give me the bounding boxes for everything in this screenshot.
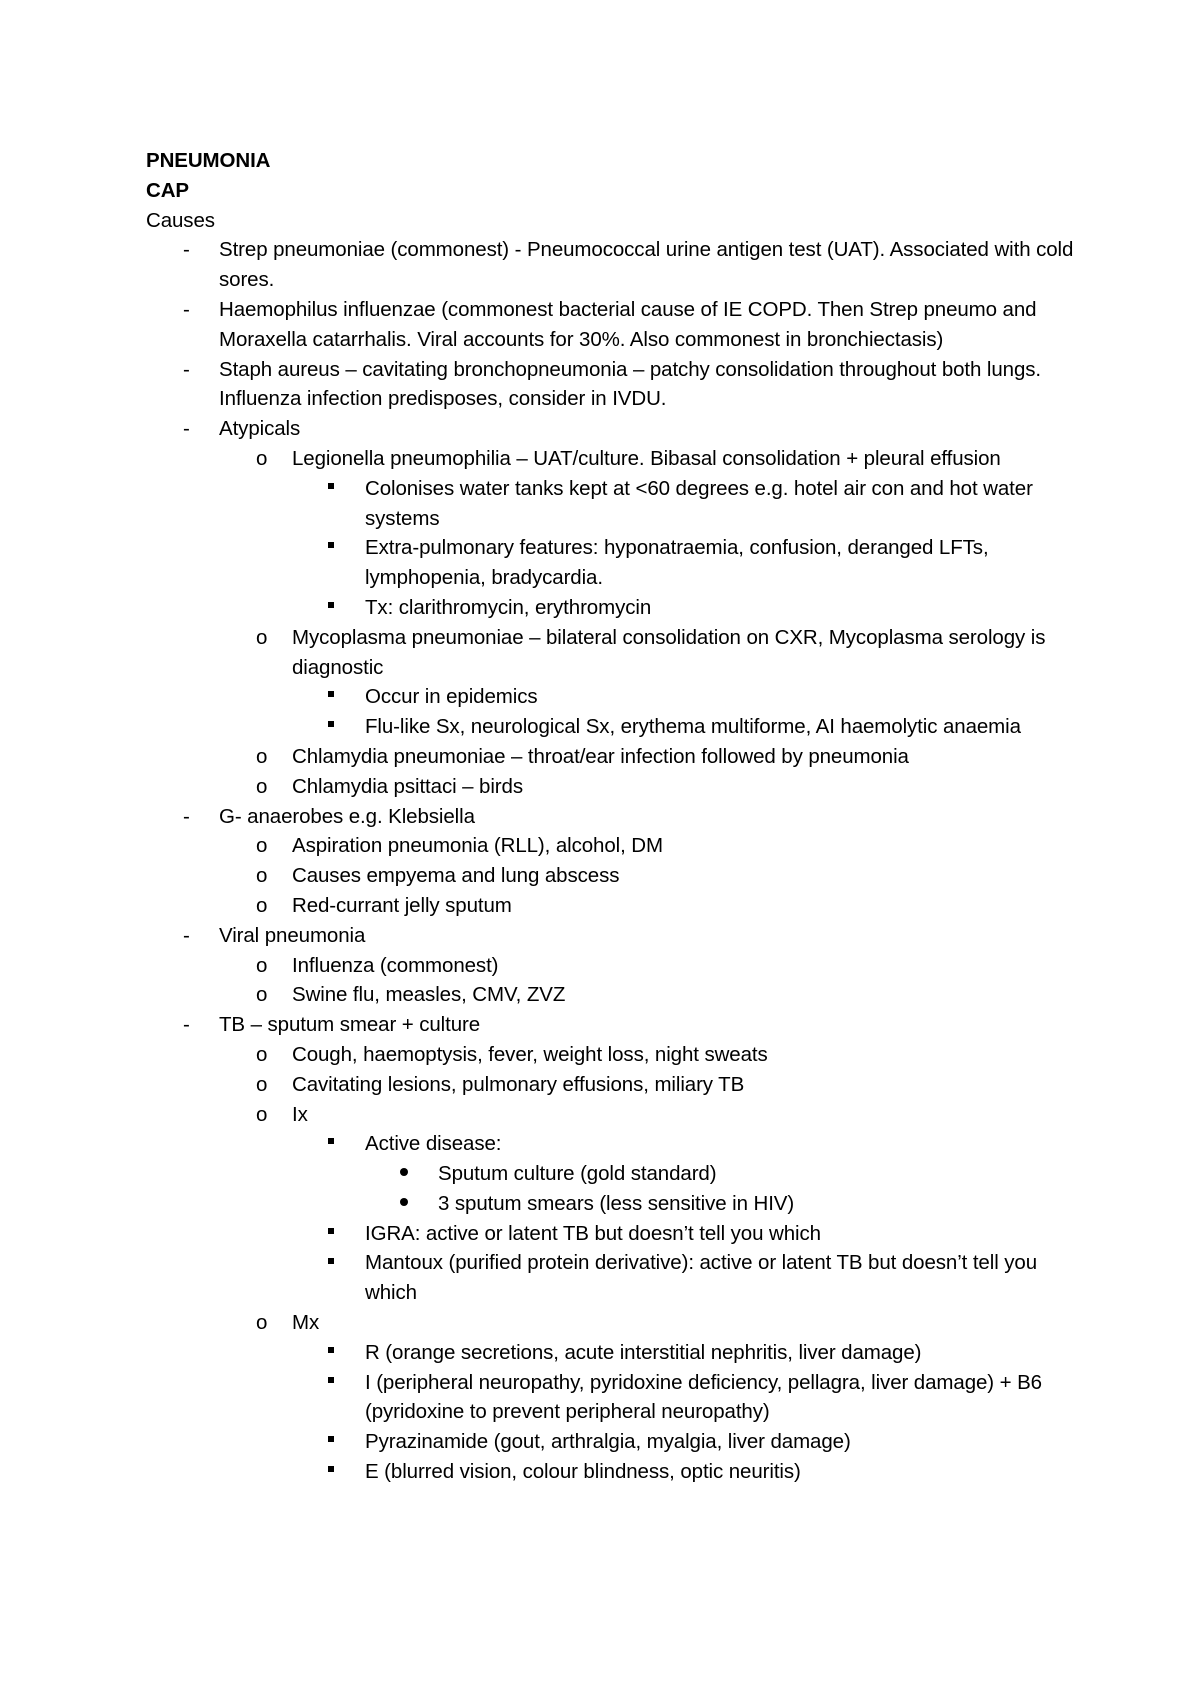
- dot-bullet-icon: [400, 1189, 420, 1219]
- list-item: [146, 1248, 1076, 1308]
- item-text: Strep pneumoniae (commonest) - Pneumococcal urine antigen test (UAT). Associated with cold sores.: [219, 238, 1074, 292]
- subtitle: CAP: [146, 178, 189, 202]
- item-text: Staph aureus – cavitating bronchopneumonia – patchy consolidation throughout both lungs. Influenza infection predisposes, consider in IVDU.: [219, 357, 1042, 411]
- dash-bullet: -: [183, 923, 190, 947]
- circle-bullet: o: [256, 893, 268, 917]
- square-bullet-icon: [328, 593, 348, 623]
- item-text: E (blurred vision, colour blindness, optic neuritis): [365, 1460, 801, 1484]
- item-text: Legionella pneumophilia – UAT/culture. Bibasal consolidation + pleural effusion: [292, 446, 1001, 470]
- circle-bullet: o: [256, 744, 268, 768]
- list-item: [146, 980, 1076, 1010]
- item-text: 3 sputum smears (less sensitive in HIV): [438, 1191, 795, 1215]
- dash-bullet: -: [183, 297, 190, 321]
- list-item: [146, 474, 1076, 534]
- document-content: [146, 146, 1076, 1487]
- item-text: Pyrazinamide (gout, arthralgia, myalgia, liver damage): [365, 1430, 851, 1454]
- item-text: Causes empyema and lung abscess: [292, 864, 620, 888]
- square-bullet-icon: [328, 1129, 348, 1159]
- list-item: [146, 1129, 1076, 1159]
- square-bullet-icon: [328, 712, 348, 742]
- item-text: Atypicals: [219, 417, 301, 441]
- page-title: PNEUMONIA: [146, 149, 271, 172]
- item-text: Colonises water tanks kept at <60 degrees e.g. hotel air con and hot water systems: [365, 476, 1033, 530]
- item-text: I (peripheral neuropathy, pyridoxine deficiency, pellagra, liver damage) + B6 (pyridoxine to prevent peripheral neuropathy): [365, 1370, 1042, 1424]
- item-text: Cough, haemoptysis, fever, weight loss, night sweats: [292, 1042, 768, 1066]
- list-item: [146, 1219, 1076, 1249]
- dash-bullet: -: [183, 1013, 190, 1037]
- dash-bullet: -: [183, 357, 190, 381]
- list-item: [146, 1040, 1076, 1070]
- list-item: [146, 235, 1076, 295]
- dash-bullet: -: [183, 804, 190, 828]
- square-bullet-icon: [328, 1219, 348, 1249]
- item-text: G- anaerobes e.g. Klebsiella: [219, 804, 475, 828]
- item-text: Viral pneumonia: [219, 923, 366, 947]
- square-bullet-icon: [328, 1248, 348, 1278]
- circle-bullet: o: [256, 864, 268, 888]
- circle-bullet: o: [256, 625, 268, 649]
- square-bullet-icon: [328, 682, 348, 712]
- list-item: [146, 1100, 1076, 1130]
- list-item: [146, 1457, 1076, 1487]
- item-text: Flu-like Sx, neurological Sx, erythema multiforme, AI haemolytic anaemia: [365, 715, 1021, 739]
- item-text: R (orange secretions, acute interstitial nephritis, liver damage): [365, 1340, 922, 1364]
- list-item: [146, 1368, 1076, 1428]
- item-text: Chlamydia psittaci – birds: [292, 774, 523, 798]
- dash-bullet: -: [183, 417, 190, 441]
- item-text: Tx: clarithromycin, erythromycin: [365, 595, 652, 619]
- square-bullet-icon: [328, 1457, 348, 1487]
- square-bullet-icon: [328, 474, 348, 504]
- circle-bullet: o: [256, 1072, 268, 1096]
- circle-bullet: o: [256, 446, 268, 470]
- square-bullet-icon: [328, 533, 348, 563]
- list-item: [146, 1159, 1076, 1189]
- list-item: [146, 712, 1076, 742]
- list-item: [146, 1338, 1076, 1368]
- list-item: [146, 1070, 1076, 1100]
- item-text: Occur in epidemics: [365, 685, 538, 709]
- circle-bullet: o: [256, 1311, 268, 1335]
- list-item: [146, 355, 1076, 415]
- item-text: Mycoplasma pneumoniae – bilateral consolidation on CXR, Mycoplasma serology is diagnostic: [292, 625, 1046, 679]
- list-item: [146, 414, 1076, 444]
- item-text: Aspiration pneumonia (RLL), alcohol, DM: [292, 834, 663, 858]
- list-item: [146, 682, 1076, 712]
- list-item: [146, 861, 1076, 891]
- list-item: [146, 921, 1076, 951]
- circle-bullet: o: [256, 774, 268, 798]
- item-text: Ix: [292, 1102, 308, 1126]
- list-item: [146, 1308, 1076, 1338]
- list-item: [146, 891, 1076, 921]
- list-item: [146, 802, 1076, 832]
- list-item: [146, 951, 1076, 981]
- list-item: [146, 533, 1076, 593]
- list-item: [146, 831, 1076, 861]
- circle-bullet: o: [256, 983, 268, 1007]
- square-bullet-icon: [328, 1338, 348, 1368]
- list-item: [146, 1010, 1076, 1040]
- square-bullet-icon: [328, 1427, 348, 1457]
- item-text: Mantoux (purified protein derivative): active or latent TB but doesn’t tell you which: [365, 1251, 1037, 1305]
- square-bullet-icon: [328, 1368, 348, 1398]
- item-text: Red-currant jelly sputum: [292, 893, 512, 917]
- list-item: [146, 742, 1076, 772]
- list-item: [146, 623, 1076, 683]
- item-text: Haemophilus influenzae (commonest bacterial cause of IE COPD. Then Strep pneumo and Moraxella catarrhalis. Viral accounts for 30%. Also commonest in bronchiectasis): [219, 297, 1037, 351]
- section-heading: Causes: [146, 208, 215, 232]
- dot-bullet-icon: [400, 1159, 420, 1189]
- item-text: IGRA: active or latent TB but doesn’t tell you which: [365, 1221, 821, 1245]
- list-item: [146, 772, 1076, 802]
- item-text: Swine flu, measles, CMV, ZVZ: [292, 983, 566, 1007]
- circle-bullet: o: [256, 1042, 268, 1066]
- list-item: [146, 593, 1076, 623]
- item-text: Sputum culture (gold standard): [438, 1162, 717, 1186]
- item-text: Extra-pulmonary features: hyponatraemia, confusion, deranged LFTs, lymphopenia, bradycardia.: [365, 536, 989, 590]
- item-text: Active disease:: [365, 1132, 502, 1156]
- dash-bullet: -: [183, 238, 190, 262]
- circle-bullet: o: [256, 834, 268, 858]
- list-item: [146, 1189, 1076, 1219]
- list-item: [146, 295, 1076, 355]
- item-text: Influenza (commonest): [292, 953, 499, 977]
- list-item: [146, 1427, 1076, 1457]
- circle-bullet: o: [256, 953, 268, 977]
- list-item: [146, 444, 1076, 474]
- item-text: Chlamydia pneumoniae – throat/ear infection followed by pneumonia: [292, 744, 909, 768]
- item-text: TB – sputum smear + culture: [219, 1013, 481, 1037]
- circle-bullet: o: [256, 1102, 268, 1126]
- item-text: Mx: [292, 1311, 320, 1335]
- item-text: Cavitating lesions, pulmonary effusions, miliary TB: [292, 1072, 745, 1096]
